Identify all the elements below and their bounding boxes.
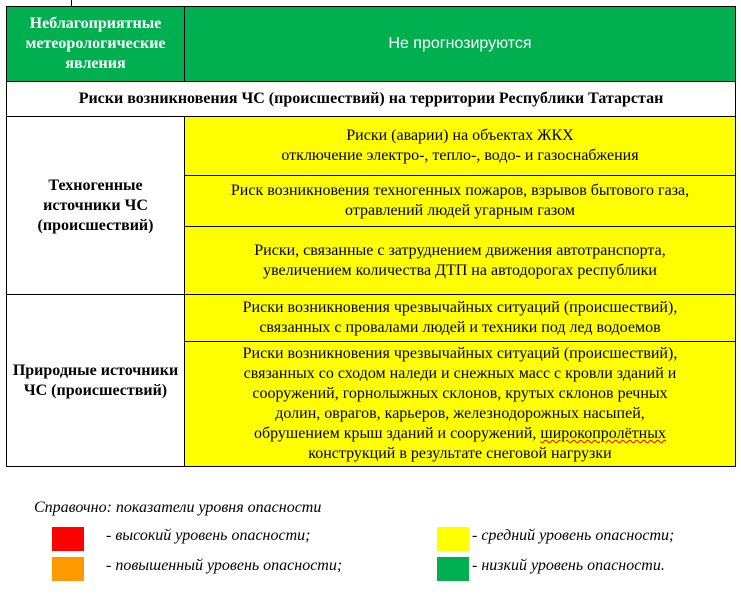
risk-text-line: Риски, связанные с затруднением движения автотранспорта, xyxy=(254,241,666,259)
legend-label-medium: - средний уровень опасности; xyxy=(472,527,675,544)
technogenic-source-label: Техногенные источники ЧС (происшествий) xyxy=(7,117,185,295)
table-title-row xyxy=(7,82,736,117)
risk-text-line: связанных с провалами людей и техники под лед водоемов xyxy=(259,319,661,336)
legend-label-low: - низкий уровень опасности. xyxy=(472,557,665,574)
legend-title: Справочно: показатели уровня опасности xyxy=(34,499,322,516)
header-row xyxy=(7,7,736,82)
risk-cell xyxy=(185,342,736,467)
risk-text-line: отключение электро-, тепло-, водо- и газоснабжения xyxy=(281,147,639,164)
table-row xyxy=(7,117,736,176)
legend-swatch-elevated xyxy=(52,557,84,581)
header-forecast-value: Не прогнозируются xyxy=(185,7,736,82)
table-row xyxy=(7,295,736,342)
risk-cell xyxy=(185,227,736,295)
legend-swatch-high xyxy=(52,527,84,551)
risk-text-line: конструкций в результате снеговой нагрузки xyxy=(308,445,612,462)
table-title: Риски возникновения ЧС (происшествий) на территории Республики Татарстан xyxy=(7,82,736,117)
legend-swatch-medium xyxy=(437,527,469,551)
risk-text-line: связанных со сходом наледи и снежных масс с кровли зданий и xyxy=(243,365,677,382)
risk-text-line: Риски возникновения чрезвычайных ситуаций (происшествий), xyxy=(242,299,678,316)
risk-table xyxy=(6,6,736,467)
legend-label-high: - высокий уровень опасности; xyxy=(106,527,311,544)
risk-cell xyxy=(185,117,736,176)
risk-text-line: сооружений, горнолыжных склонов, крутых склонов речных xyxy=(252,385,668,402)
risk-text-line: Риски возникновения чрезвычайных ситуаций (происшествий), xyxy=(242,345,678,362)
natural-source-label: Природные источники ЧС (происшествий) xyxy=(7,295,185,467)
risk-cell xyxy=(185,295,736,342)
risk-text-line: долин, оврагов, карьеров, железнодорожных насыпей, xyxy=(275,405,645,422)
risk-text-line: Риск возникновения техногенных пожаров, взрывов бытового газа, xyxy=(230,182,690,199)
spellcheck-word: широкопролётных xyxy=(540,425,666,442)
risk-cell xyxy=(185,176,736,227)
risk-text-line: обрушением крыш зданий и сооружений, xyxy=(254,425,541,442)
risk-text-line: отравлений людей угарным газом xyxy=(345,202,575,219)
risk-text-line: Риски (аварии) на объектах ЖКХ xyxy=(346,127,574,144)
legend-label-elevated: - повышенный уровень опасности; xyxy=(106,557,343,574)
legend-swatch-low xyxy=(437,557,469,581)
risk-text-line: увеличением количества ДТП на автодорогах республики xyxy=(263,261,657,279)
header-phenomena-label: Неблагоприятные метеорологические явления xyxy=(7,7,185,82)
